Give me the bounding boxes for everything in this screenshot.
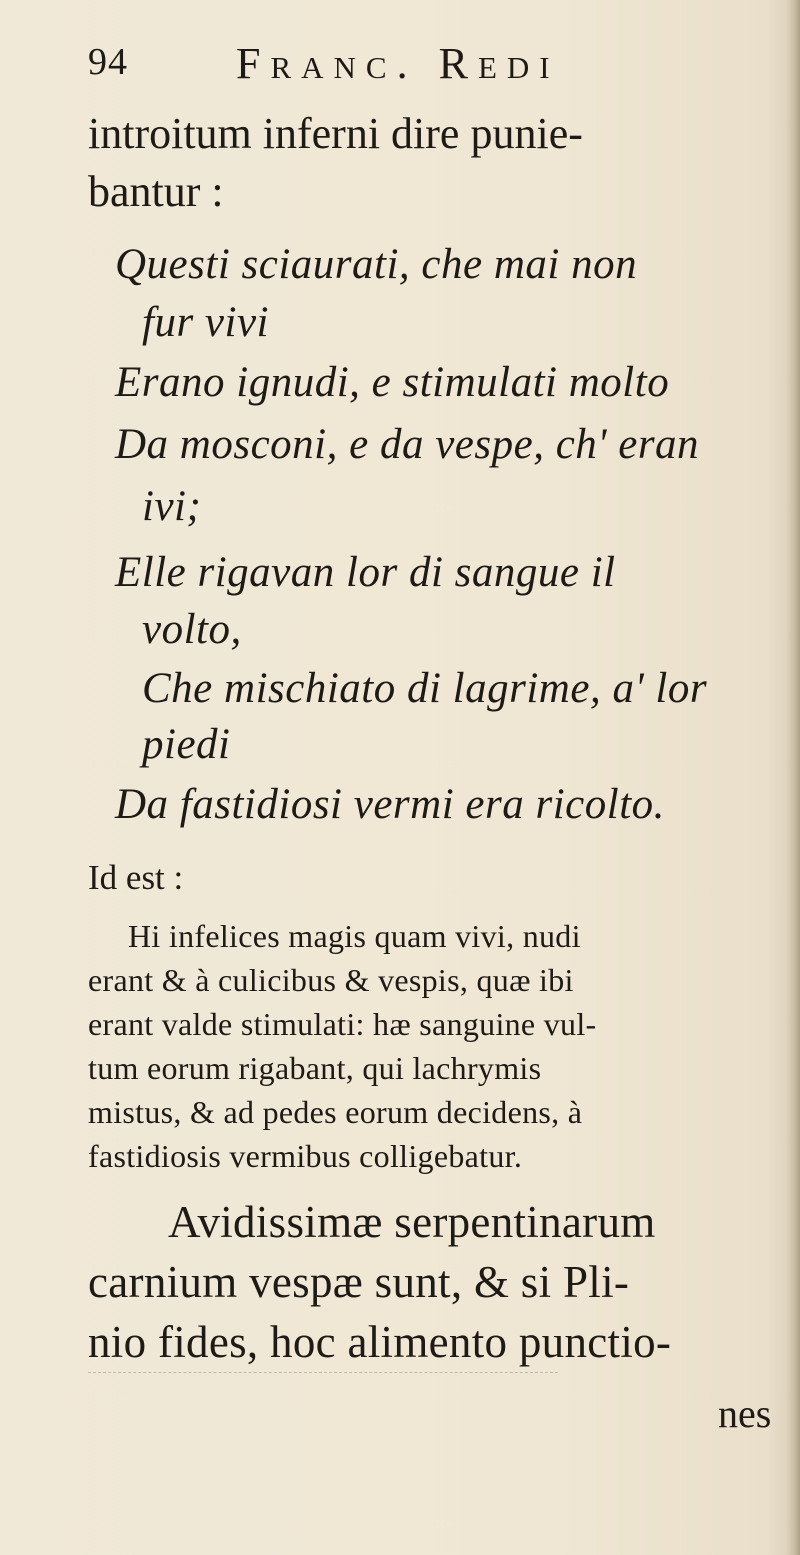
verse-line: Erano ignudi, e stimulati molto (115, 359, 670, 406)
translation-line: tum eorum rigabant, qui lachrymis (88, 1050, 542, 1086)
id-est-label: Id est : (88, 858, 184, 897)
page-number: 94 (88, 41, 128, 83)
verse-line: piedi (142, 721, 231, 768)
verse-line: Che mischiato di lagrime, a' lor (142, 665, 708, 712)
body-line: carnium vespæ sunt, & si Pli- (88, 1257, 630, 1307)
running-head: Franc. Redi (236, 39, 560, 88)
translation-line: erant & à culicibus & vespis, quæ ibi (88, 962, 574, 998)
body-line: Avidissimæ serpentinarum (168, 1197, 656, 1247)
page-header (88, 38, 748, 98)
verse-line: Da mosconi, e da vespe, ch' eran (115, 421, 700, 468)
catchword: nes (718, 1391, 772, 1436)
verse-line: Elle rigavan lor di sangue il (115, 549, 616, 596)
verse-line: volto, (142, 606, 242, 653)
translation-line: erant valde stimulati: hæ sanguine vul- (88, 1006, 597, 1042)
translation-line: Hi infelices magis quam vivi, nudi (128, 918, 581, 954)
verse-line: ivi; (142, 483, 202, 530)
intro-line: introitum inferni dire punie- (88, 109, 583, 158)
translation-line: fastidiosis vermibus colligebatur. (88, 1138, 523, 1174)
verse-line: Da fastidiosi vermi era ricolto. (115, 781, 665, 828)
faint-rule (88, 1372, 558, 1375)
verse-line: Questi sciaurati, che mai non (115, 241, 638, 288)
intro-line: bantur : (88, 167, 224, 216)
translation-line: mistus, & ad pedes eorum decidens, à (88, 1094, 583, 1130)
verse-line: fur vivi (142, 299, 269, 346)
page-edge-shadow (786, 0, 800, 1555)
body-line: nio fides, hoc alimento punctio- (88, 1317, 672, 1367)
